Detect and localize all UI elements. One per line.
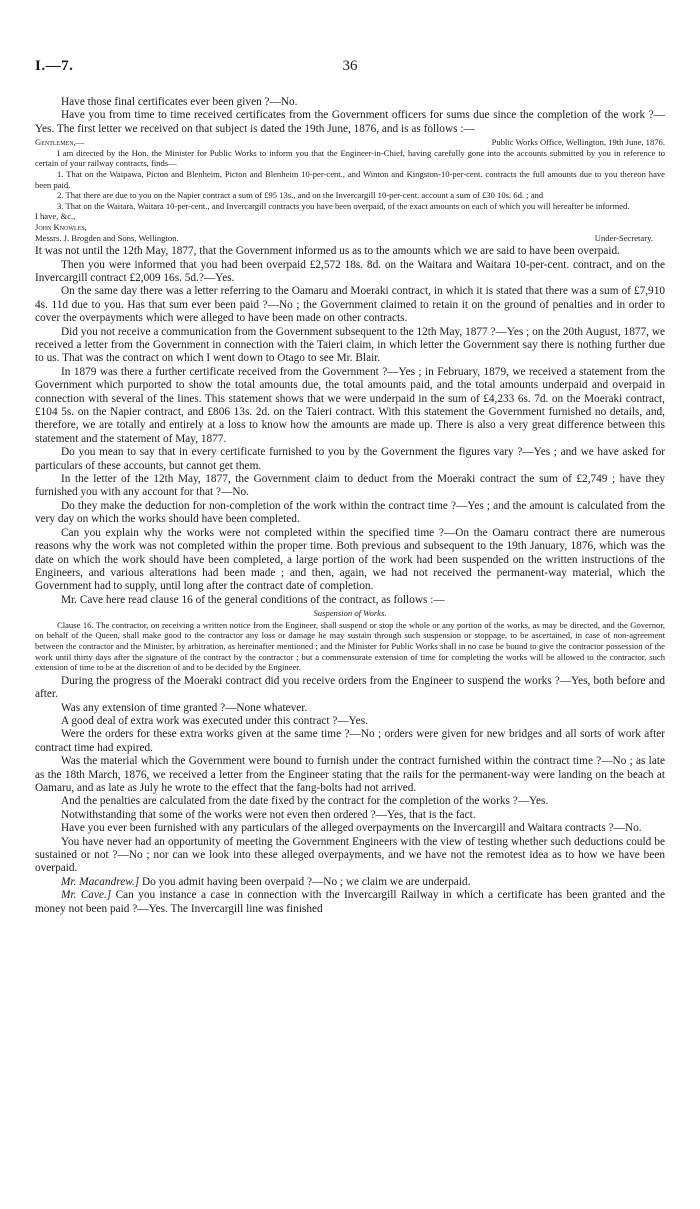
paragraph: Then you were informed that you had been overpaid £2,572 18s. 8d. on the Waitara and Waitara 10-per-cent. contract, and on the Invercargill contract £2,009 16s. 5d.?—Yes. (35, 258, 665, 284)
letter-body: I am directed by the Hon. the Minister for Public Works to inform you that the Engineer-in-Chief, having carefully gone into the accounts submitted by you in reference to certain of your railway contracts, finds— (35, 147, 665, 169)
paragraph: In the letter of the 12th May, 1877, the Government claim to deduct from the Moeraki contract the sum of £2,749 ; have they furnished you with any account for that ?—No. (35, 473, 665, 499)
paragraph: In 1879 was there a further certificate received from the Government ?—Yes ; in February, 1879, we received a statement from the Government which purported to show the total amounts due, the total amounts paid, and the total amounts underpaid and overpaid in connection with several of the lines. This statement shows that we were underpaid in the sum of £4,233 6s. 7d. on the Moeraki contract, £104 5s. on the Napier contract, and £806 13s. 2d. on the Taieri contract. With this statement the Government furnished no details, and, therefore, we are totally and entirely at a loss to know how the amounts are made up. There is also a very great difference between this statement and the statement of May, 1877. (35, 365, 665, 445)
page-header (35, 58, 665, 88)
letter-header-row (35, 137, 665, 148)
paragraph: A good deal of extra work was executed under this contract ?—Yes. (61, 714, 368, 727)
letter-item: 3. That on the Waitara, Waitara 10-per-cent., and Invercargill contracts you have been overpaid, of the exact amounts on each of which you will hereafter be informed. (57, 200, 630, 211)
letter-addressee: Messrs. J. Brogden and Sons, Wellington. (35, 232, 179, 243)
clause-title: Suspension of Works. (313, 608, 387, 619)
paragraph: Was any extension of time granted ?—None whatever. (61, 701, 308, 714)
paragraph: And the penalties are calculated from the date fixed by the contract for the completion of the works ?—Yes. (61, 795, 549, 808)
paragraph: Was the material which the Government were bound to furnish under the contract furnished within the contract time ?—No ; as late as the 18th March, 1876, we received a letter from the Engineer stating that the rails for the permanent-way were landing on the beach at Oamaru, and as late as July he wrote to the effect that the fang-bolts had not arrived. (35, 755, 665, 794)
paragraph: Were the orders for these extra works given at the same time ?—No ; orders were given for new bridges and all sorts of work after contract time had expired. (35, 728, 665, 754)
letter-salutation: Gentlemen,— (35, 137, 85, 148)
paragraph (35, 889, 665, 916)
paragraph: Do you mean to say that in every certificate furnished to you by the Government the figures vary ?—Yes ; and we have asked for particulars of these accounts, but cannot get them. (35, 446, 665, 472)
letter-office-date: Public Works Office, Wellington, 19th June, 1876. (491, 137, 665, 148)
letter-item: 1. That on the Waipawa, Picton and Blenheim, Picton and Blenheim 10-per-cent., and Winton and Kingston-10-per-cent. contracts the full amounts due to you thereon have been paid. (35, 169, 665, 190)
speaker-name: Mr. Macandrew.] (61, 875, 140, 888)
paragraph: Have you ever been furnished with any particulars of the alleged overpayments on the Invercargill and Waitara contracts ?—No. (61, 822, 642, 835)
letter-item: 2. That there are due to you on the Napier contract a sum of £95 13s., and on the Invercargill 10-per-cent. account a sum of £30 10s. 6d. ; and (57, 190, 544, 201)
letter-signatory-title: Under-Secretary. (594, 232, 653, 243)
paragraph: During the progress of the Moeraki contract did you receive orders from the Engineer to suspend the works ?—Yes, both before and after. (35, 674, 665, 701)
paragraph-text: Do you admit having been overpaid ?—No ; we claim we are underpaid. (139, 875, 471, 888)
paragraph: Notwithstanding that some of the works were not even then ordered ?—Yes, that is the fact. (61, 808, 476, 821)
paragraph-text: Can you instance a case in connection with the Invercargill Railway in which a certificate has been granted and the money not been paid ?—Yes. The Invercargill line was finished (35, 889, 666, 915)
paragraph: Can you explain why the works were not completed within the specified time ?—On the Oamaru contract there are numerous reasons why the work was not completed within the proper time. Both previous and subsequent to the 19th January, 1876, which was the date on which the work should have been completed, a large portion of the work had been suspended on the written instructions of the Engineers, and various alterations had been made ; and then, again, we had not received the permanent-way material, which the Government had to supply, until long after the contract date of completion. (35, 526, 665, 593)
paragraph: You have never had an opportunity of meeting the Government Engineers with the view of testing whether such deductions could be sustained or not ?—No ; nor can we look into these alleged overpayments, and we have not the remotest idea as to how we have been overpaid. (35, 835, 665, 875)
paragraph: Have you from time to time received certificates from the Government officers for sums due since the completion of the work ?—Yes. The first letter we received on that subject is dated the 19th June, 1876, and is as follows :— (35, 109, 665, 135)
quoted-clause (35, 608, 665, 673)
speaker-name: Mr. Cave.] (61, 889, 112, 902)
letter-footer-row (35, 233, 665, 244)
paragraph: Do they make the deduction for non-completion of the work within the contract time ?—Yes ; and the amount is calculated from the very day on which the works should have been completed. (35, 499, 665, 526)
paragraph: Have those final certificates ever been given ?—No. (61, 96, 298, 108)
paragraph: Did you not receive a communication from the Government subsequent to the 12th May, 1877 ?—Yes ; on the 20th August, 1877, we received a letter from the Government in connection with the Taieri claim, in which letter the Government say there is nothing further due to us. That was the contract on which I went down to Otago to see Mr. Blair. (35, 325, 665, 365)
paragraph: It was not until the 12th May, 1877, that the Government informed us as to the amounts which we are said to have been overpaid. (35, 245, 620, 258)
paragraph (35, 876, 665, 889)
document-body (35, 96, 665, 916)
letter-closing: I have, &c., (35, 211, 76, 222)
page-reference: I.—7. (35, 58, 74, 74)
paragraph: On the same day there was a letter referring to the Oamaru and Moeraki contract, in which it is stated that there was a sum of £7,910 4s. 11d due to you. Has that sum ever been paid ?—No ; the Government claimed to retain it on the ground of penalties and in order to cover the overpayments which were alleged to have been made on other contracts. (35, 285, 665, 325)
page-number: 36 (342, 58, 358, 74)
letter-signatory: John Knowles, (35, 221, 87, 232)
clause-text: Clause 16. The contractor, on receiving a written notice from the Engineer, shall suspend or stop the whole or any portion of the works, as may be directed, and the Governor, on behalf of the Queen, shall make good to the contractor any loss or damage he may sustain through such suspension or stoppage, to be ascertained, in case of non-agreement between the contractor and the Minister, by arbitration, as hereinafter mentioned ; and the Minister for Public Works shall in no case be bound to give the contractor possession of the work until thirty days after the signature of the contract by the contractor ; but a commensurate extension of time for completing the works will be allowed to the contractor, such extension of time to be at the discretion of and to be decided by the Engineer. (35, 619, 665, 673)
quoted-letter (35, 137, 665, 243)
document-page (35, 58, 665, 916)
paragraph: Mr. Cave here read clause 16 of the general conditions of the contract, as follows :— (61, 593, 445, 606)
